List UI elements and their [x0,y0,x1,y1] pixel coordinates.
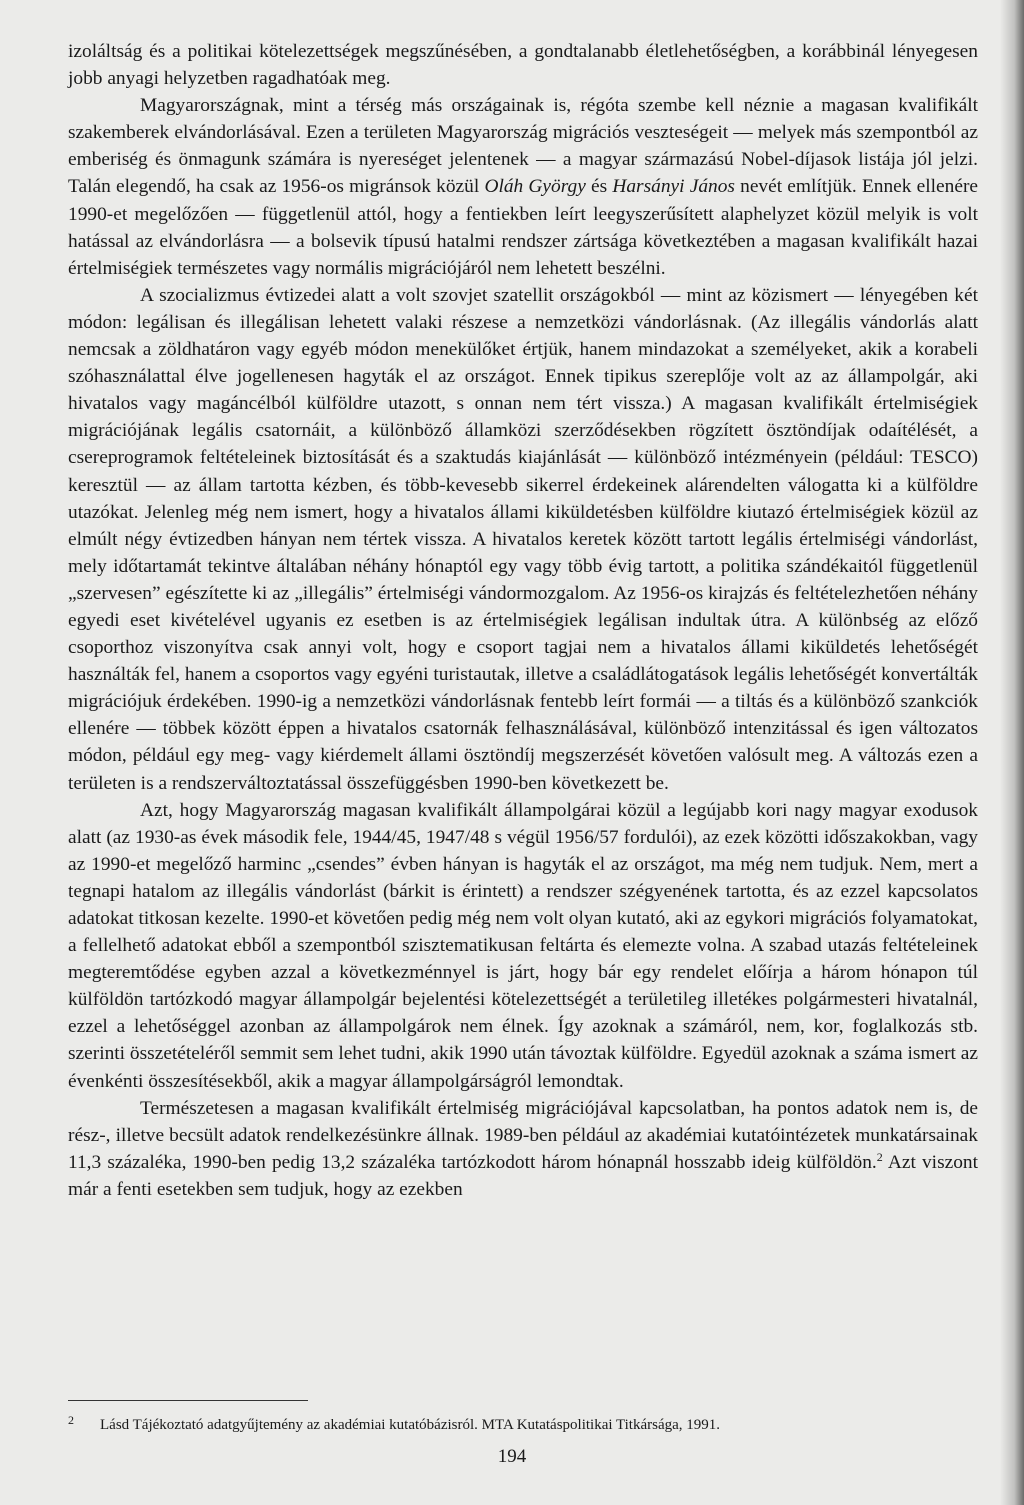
name-harsanyi-janos: Harsányi János [612,176,735,198]
paragraph-4 [68,797,978,1095]
footnote-text: Lásd Tájékoztató adatgyűjtemény az akadémiai kutatóbázisról. MTA Kutatáspolitikai Titkársága, 1991. [100,1417,721,1433]
paragraph-2 [68,92,978,282]
page-number: 194 [497,1446,527,1467]
footnote-reference[interactable]: 2 [876,1149,883,1164]
paragraph-3 [68,282,978,797]
paragraph-2-text-a: Magyarországnak, mint a térség más országainak is, régóta szembe kell néznie a magasan kvalifikált szakemberek elvándorlásával. Ezen a területen Magyarország migrációs veszteségeit — melyek más szempontból az emberiség és önmagunk számára is nyereséget jelentenek — a magyar származású Nobel-díjasok listája jól jelzi. Talán elegendő, ha csak az 1956-os migránsok közül [68,95,978,198]
body-text [68,38,978,1203]
paragraph-4-text: Azt, hogy Magyarország magasan kvalifikált állampolgárai közül a legújabb kori nagy magyar exodusok alatt (az 1930-as évek második fele, 1944/45, 1947/48 s végül 1956/57 fordulói), az ezek közötti időszakokban, vagy az 1990-et megelőző harminc „csendes” évben hányan is hagyták el az országot, ma még nem tudjuk. Nem, mert a tegnapi hatalom az illegális vándorlást (bárkit is érintett) a rendszer szégyenének tartotta, és az ezzel kapcsolatos adatokat titkosan kezelte. 1990-et követően pedig még nem volt olyan kutató, aki az egykori migrációs folyamatokat, a fellelhető adatokat ebből a szempontból szisztematikusan feltárta és elemezte volna. A szabad utazás feltételeinek megteremtődése egyben azzal a következménnyel is járt, hogy bár egy rendelet előírja a három hónapon túl külföldön tartózkodó magyar állampolgár bejelentési kötelezettségét a területileg illetékes polgármesteri hivatalnál, ezzel a lehetőséggel azonban az állampolgárok nem élnek. Így azoknak a számáról, nem, kor, foglalkozás stb. szerinti összetételéről semmit sem lehet tudni, akik 1990 után távoztak külföldre. Egyedül azoknak a száma ismert az évenkénti összesítésekből, akik a magyar állampolgárságról lemondtak. [68,799,979,1092]
footnote [68,1410,978,1435]
footnote-number: 2 [68,1413,74,1427]
footnote-divider [68,1400,308,1401]
paragraph-1-text: izoláltság és a politikai kötelezettségek megszűnésében, a gondtalanabb életlehetőségben, a korábbinál lényegesen jobb anyagi helyzetben ragadhatóak meg. [68,41,978,90]
binding-shadow [1000,0,1024,1505]
paragraph-5-text-a: Természetesen a magasan kvalifikált értelmiség migrációjával kapcsolatban, ha pontos adatok nem is, de rész-, illetve becsült adatok rendelkezésünkre állnak. 1989-ben például az akadémiai kutatóintézetek munkatársainak 11,3 százaléka, 1990-ben pedig 13,2 százaléka tartózkodott három hónapnál hosszabb ideig külföldön. [68,1097,978,1173]
paragraph-3-text: A szocializmus évtizedei alatt a volt szovjet szatellit országokból — mint az közismert — lényegében két módon: legálisan és illegálisan lehetett valaki részese a nemzetközi vándorlásnak. (Az illegális vándorlás alatt nemcsak a zöldhatáron vagy egyéb módon menekülőket értjük, hanem mindazokat a személyeket, akik a korabeli szóhasználattal élve jogellenesen hagyták el az országot. Ennek tipikus szereplője volt az az állampolgár, aki hivatalos vagy magáncélból külföldre utazott, s onnan nem tért vissza.) A magasan kvalifikált értelmiségiek migrációjának legális csatornáit, a különböző államközi szerződésekben rögzített ösztöndíjak odaítélését, a csereprogramok feltételeinek biztosítását és a szaktudás kiajánlását — különböző intézményein (például: TESCO) keresztül — az állam tartotta kézben, és több-kevesebb sikerrel érdekeinek alárendelten válogatta ki a külföldre utazókat. Jelenleg még nem ismert, hogy a hivatalos állami kiküldetésben külföldre kiutazó értelmiségiek közül az elmúlt négy évtizedben hányan nem tértek vissza. A hivatalos keretek között tartott legális értelmiségi vándorlást, mely időtartamát tekintve általában néhány hónaptól egy vagy több évig tartott, a politika szándékaitól függetlenül „szervesen” egészítette ki az „illegális” értelmiségi vándormozgalom. Az 1956-os kirajzás és feltételezhetően néhány egyedi eset kivételével ugyanis ez esetben is az értelmiségiek legálisan indultak útra. A különbség az előző csoporthoz viszonyítva csak annyi volt, hogy e csoport tagjai nem a hivatalos állami kiküldetés lehetőségét használták fel, hanem a csoportos vagy egyéni turistautak, illetve a családlátogatások legális lehetőségét konvertálták migrációjuk érdekében. 1990-ig a nemzetközi vándorlásnak fentebb leírt formái — a tiltás és a különböző szankciók ellenére — többek között éppen a hivatalos csatornák felhasználásával, különböző intenzitással és igen változatos módon, például egy meg- vagy kiérdemelt állami ösztöndíj megszerzését követően valósult meg. A változás ezen a területen is a rendszerváltoztatással összefüggésben 1990-ben következett be. [68,284,978,794]
paragraph-2-text-b: nevét említjük. Ennek ellenére 1990-et megelőzően — függetlenül attól, hogy a fentiekben leírt leegyszerűsített alaphelyzet közül melyik is volt hatással az elvándorlásra — a bolsevik típusú hatalmi rendszer zártsága következtében a magasan kvalifikált hazai értelmiségiek természetes vagy normális migrációjáról nem lehetett beszélni. [68,176,979,279]
paragraph-5-text-b: Azt viszont már a fenti esetekben sem tudjuk, hogy az ezekben [68,1151,978,1200]
paragraph-1 [68,38,978,92]
paragraph-2-and: és [585,176,613,198]
name-olah-gyorgy: Oláh György [484,176,586,198]
paragraph-5 [68,1095,978,1203]
